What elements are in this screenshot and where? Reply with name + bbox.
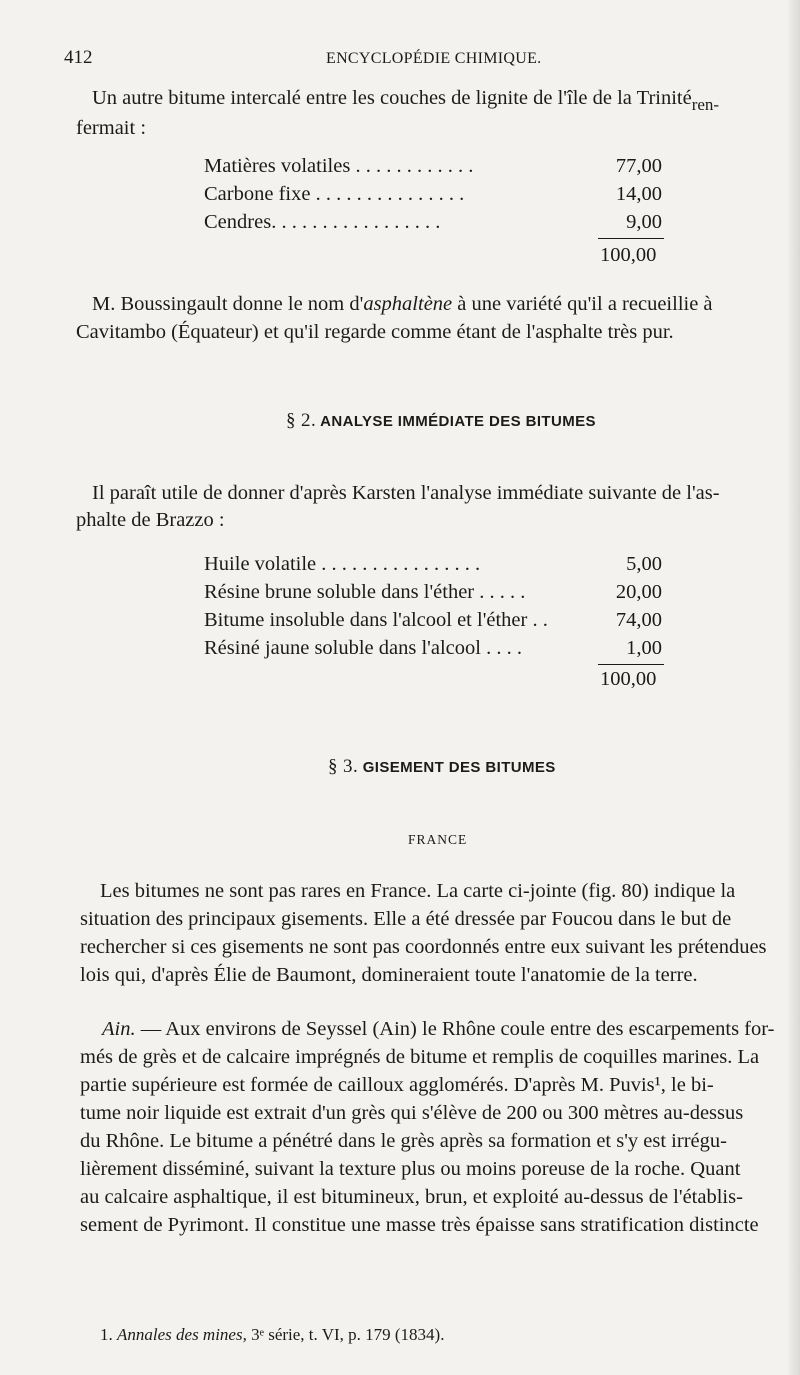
ain-line-8: sement de Pyrimont. Il constitue une masse très épaisse sans stratification distincte xyxy=(80,1214,759,1236)
table-row: Cendres. . . . . . . . . . . . . . . . . 9,00 xyxy=(204,211,662,233)
section-heading-2: § 2. ANALYSE IMMÉDIATE DES BITUMES xyxy=(286,410,596,431)
table2-total: 100,00 xyxy=(600,668,657,690)
section-heading-3: § 3. GISEMENT DES BITUMES xyxy=(328,756,556,777)
karsten-line-2: phalte de Brazzo : xyxy=(76,509,225,531)
table-row: Résiné jaune soluble dans l'alcool . . . . 1,00 xyxy=(204,637,662,659)
table-row: Matières volatiles . . . . . . . . . . . . 77,00 xyxy=(204,155,662,177)
france-line-3: rechercher si ces gisements ne sont pas coordonnés entre eux suivant les prétendues xyxy=(80,936,767,958)
ain-line-7: au calcaire asphaltique, il est bitumineux, brun, et exploité au-dessus de l'établis- xyxy=(80,1186,743,1208)
intro-line-1 xyxy=(92,87,720,114)
france-line-4: lois qui, d'après Élie de Baumont, domineraient toute l'anatomie de la terre. xyxy=(80,964,698,986)
karsten-line-1: Il paraît utile de donner d'après Karsten l'analyse immédiate suivante de l'as- xyxy=(92,482,720,504)
table-row: Bitume insoluble dans l'alcool et l'éther . . 74,00 xyxy=(204,609,662,631)
france-line-1: Les bitumes ne sont pas rares en France. La carte ci-jointe (fig. 80) indique la xyxy=(100,880,736,902)
intro-line-2: fermait : xyxy=(76,117,147,139)
page-number: 412 xyxy=(64,47,93,68)
table1-total: 100,00 xyxy=(600,244,657,266)
ain-line-6: lièrement disséminé, suivant la texture plus ou moins poreuse de la roche. Quant xyxy=(80,1158,741,1180)
ain-line-2: més de grès et de calcaire imprégnés de bitume et remplis de coquilles marines. La xyxy=(80,1046,760,1068)
ain-line-3: partie supérieure est formée de cailloux agglomérés. D'après M. Puvis¹, le bi- xyxy=(80,1074,714,1096)
intro-hyphen: ren- xyxy=(691,95,720,114)
composition-table-1 xyxy=(204,152,662,236)
ain-line-1: Ain. — Aux environs de Seyssel (Ain) le Rhône coule entre des escarpements for- xyxy=(102,1018,775,1040)
intro-text: Un autre bitume intercalé entre les couches de lignite de l'île de la Trinité xyxy=(92,87,692,109)
france-line-2: situation des principaux gisements. Elle a été dressée par Foucou dans le but de xyxy=(80,908,732,930)
sum-rule xyxy=(598,664,664,665)
boussingault-line-2: Cavitambo (Équateur) et qu'il regarde comme étant de l'asphalte très pur. xyxy=(76,321,674,343)
table-row: Huile volatile . . . . . . . . . . . . . . . . 5,00 xyxy=(204,553,662,575)
table-row: Carbone fixe . . . . . . . . . . . . . . . 14,00 xyxy=(204,183,662,205)
table-row: Résine brune soluble dans l'éther . . . . . 20,00 xyxy=(204,581,662,603)
subheading-france: FRANCE xyxy=(408,832,468,847)
composition-table-2 xyxy=(204,550,662,662)
footnote: 1. Annales des mines, 3ᵉ série, t. VI, p. 179 (1834). xyxy=(100,1325,445,1344)
boussingault-line-1: M. Boussingault donne le nom d'asphaltène à une variété qu'il a recueillie à xyxy=(92,293,713,315)
sum-rule xyxy=(598,238,664,239)
ain-line-4: tume noir liquide est extrait d'un grès qui s'élève de 200 ou 300 mètres au-dessus xyxy=(80,1102,744,1124)
page-edge-shadow xyxy=(786,0,800,1375)
running-title: ENCYCLOPÉDIE CHIMIQUE. xyxy=(326,50,542,67)
ain-line-5: du Rhône. Le bitume a pénétré dans le grès après sa formation et s'y est irrégu- xyxy=(80,1130,727,1152)
